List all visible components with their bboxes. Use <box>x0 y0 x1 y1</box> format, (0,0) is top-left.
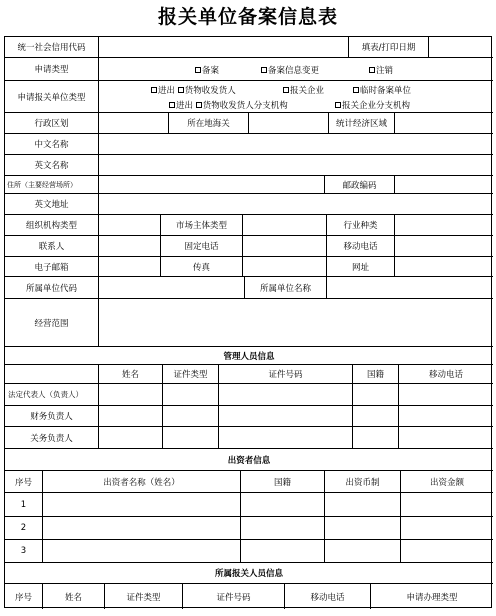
label-admin-region: 行政区划 <box>5 113 99 134</box>
table-cell[interactable] <box>325 517 401 540</box>
field-mobile[interactable] <box>395 236 493 257</box>
label-credit-code: 统一社会信用代码 <box>5 37 99 58</box>
managers-header-id-no: 证件号码 <box>219 365 353 384</box>
field-fax[interactable] <box>243 257 327 277</box>
table-cell[interactable] <box>401 493 493 517</box>
label-postcode: 邮政编码 <box>325 176 395 194</box>
label-market-type: 市场主体类型 <box>161 215 243 236</box>
label-cn-name: 中文名称 <box>5 134 99 155</box>
table-cell[interactable] <box>325 540 401 563</box>
investors-row-seq: 1 <box>5 493 43 517</box>
brokers-header-id-no: 证件号码 <box>183 584 285 609</box>
field-en-name[interactable] <box>99 155 493 176</box>
brokers-header-apply-type: 申请办理类型 <box>406 592 458 603</box>
section-investors-title: 出资者信息 <box>5 449 493 471</box>
field-postcode[interactable] <box>395 176 493 194</box>
table-cell[interactable] <box>43 540 241 563</box>
field-en-address[interactable] <box>99 194 493 215</box>
option-consignor-branch[interactable]: 进出 货物收发货人分支机构 <box>169 99 288 111</box>
table-cell[interactable] <box>99 406 163 427</box>
table-cell[interactable] <box>241 540 325 563</box>
field-parent-code[interactable] <box>99 277 245 299</box>
brokers-header-mobile: 移动电话 <box>285 584 371 609</box>
table-cell[interactable] <box>353 406 399 427</box>
field-cn-name[interactable] <box>99 134 493 155</box>
investors-header-seq: 序号 <box>5 471 43 493</box>
table-cell[interactable] <box>219 406 353 427</box>
table-cell[interactable] <box>219 427 353 449</box>
label-parent-code: 所属单位代码 <box>5 277 99 299</box>
table-cell[interactable] <box>99 427 163 449</box>
checkbox-icon <box>178 87 184 93</box>
label-mobile: 移动电话 <box>327 236 395 257</box>
form-table <box>4 36 492 608</box>
table-cell[interactable] <box>163 406 219 427</box>
label-org-type: 组织机构类型 <box>5 215 99 236</box>
field-economic-zone[interactable] <box>395 113 493 134</box>
checkbox-icon <box>261 67 267 73</box>
managers-header-blank <box>5 365 99 384</box>
label-email: 电子邮箱 <box>5 257 99 277</box>
field-contact[interactable] <box>99 236 161 257</box>
label-apply-type: 申请类型 <box>5 58 99 81</box>
checkbox-icon <box>335 102 341 108</box>
option-customs-broker[interactable]: 报关企业 <box>283 84 324 96</box>
field-fill-date[interactable] <box>429 37 493 58</box>
option-cancel[interactable]: 注销 <box>369 64 393 76</box>
table-cell[interactable] <box>163 384 219 406</box>
table-cell[interactable] <box>99 384 163 406</box>
option-goods-consignor[interactable]: 进出 货物收发货人 <box>151 84 236 96</box>
label-apply-unit-type: 申请报关单位类型 <box>5 81 99 113</box>
investors-row-seq: 3 <box>5 540 43 563</box>
option-broker-branch[interactable]: 报关企业分支机构 <box>335 99 410 111</box>
form-title: 报关单位备案信息表 <box>157 6 338 28</box>
section-managers-title: 管理人员信息 <box>5 347 493 365</box>
field-customs[interactable] <box>249 113 329 134</box>
label-en-name: 英文名称 <box>5 155 99 176</box>
field-phone[interactable] <box>243 236 327 257</box>
label-fill-date: 填表/打印日期 <box>349 37 429 58</box>
label-address: 住所（主要经营场所） <box>5 176 99 194</box>
label-website: 网址 <box>327 257 395 277</box>
field-org-type[interactable] <box>99 215 161 236</box>
investors-header-amount: 出资金额 <box>401 471 493 493</box>
field-address[interactable] <box>99 176 325 194</box>
table-cell[interactable] <box>241 517 325 540</box>
table-cell[interactable] <box>399 384 493 406</box>
checkbox-icon <box>151 87 157 93</box>
table-cell[interactable] <box>401 517 493 540</box>
investors-header-name: 出资者名称（姓名） <box>43 471 241 493</box>
apply-type-options <box>99 58 493 81</box>
field-website[interactable] <box>395 257 493 277</box>
option-temporary-unit[interactable]: 临时备案单位 <box>353 84 411 96</box>
table-cell[interactable] <box>43 517 241 540</box>
field-parent-name[interactable] <box>327 277 493 299</box>
checkbox-icon <box>283 87 289 93</box>
label-economic-zone: 统计经济区域 <box>329 113 395 134</box>
investors-row-seq: 2 <box>5 517 43 540</box>
field-business-scope[interactable] <box>99 299 493 347</box>
table-cell[interactable] <box>353 384 399 406</box>
checkbox-icon <box>195 67 201 73</box>
label-business-scope: 经营范围 <box>5 299 99 347</box>
managers-row-customs: 关务负责人 <box>5 427 99 449</box>
brokers-header-id-type: 证件类型 <box>105 584 183 609</box>
label-parent-name: 所属单位名称 <box>245 277 327 299</box>
managers-header-id-type: 证件类型 <box>163 365 219 384</box>
label-en-address: 英文地址 <box>5 194 99 215</box>
table-cell[interactable] <box>353 427 399 449</box>
managers-row-legal-rep: 法定代表人（负责人） <box>5 384 99 406</box>
checkbox-icon <box>169 102 175 108</box>
table-cell[interactable] <box>399 406 493 427</box>
checkbox-icon <box>353 87 359 93</box>
investors-header-nationality: 国籍 <box>241 471 325 493</box>
label-phone: 固定电话 <box>161 236 243 257</box>
table-cell[interactable] <box>325 493 401 517</box>
option-record-change[interactable]: 备案信息变更 <box>261 64 319 76</box>
section-brokers-title: 所属报关人员信息 <box>5 563 493 584</box>
managers-row-finance: 财务负责人 <box>5 406 99 427</box>
label-contact: 联系人 <box>5 236 99 257</box>
managers-header-name: 姓名 <box>99 365 163 384</box>
option-record[interactable]: 备案 <box>195 64 219 76</box>
label-customs: 所在地海关 <box>169 113 249 134</box>
brokers-header-seq: 序号 <box>5 584 43 609</box>
field-admin-region[interactable] <box>99 113 169 134</box>
field-market-type[interactable] <box>243 215 327 236</box>
unit-type-options <box>99 81 493 113</box>
table-cell[interactable] <box>163 427 219 449</box>
managers-header-nationality: 国籍 <box>353 365 399 384</box>
field-email[interactable] <box>99 257 161 277</box>
brokers-header-name: 姓名 <box>43 584 105 609</box>
managers-header-mobile: 移动电话 <box>399 365 493 384</box>
table-cell[interactable] <box>401 540 493 563</box>
field-credit-code[interactable] <box>99 37 349 58</box>
checkbox-icon <box>196 102 202 108</box>
table-cell[interactable] <box>241 493 325 517</box>
table-cell[interactable] <box>43 493 241 517</box>
table-cell[interactable] <box>399 427 493 449</box>
label-fax: 传真 <box>161 257 243 277</box>
label-industry: 行业种类 <box>327 215 395 236</box>
investors-header-currency: 出资币制 <box>325 471 401 493</box>
table-cell[interactable] <box>219 384 353 406</box>
checkbox-icon <box>369 67 375 73</box>
field-industry[interactable] <box>395 215 493 236</box>
